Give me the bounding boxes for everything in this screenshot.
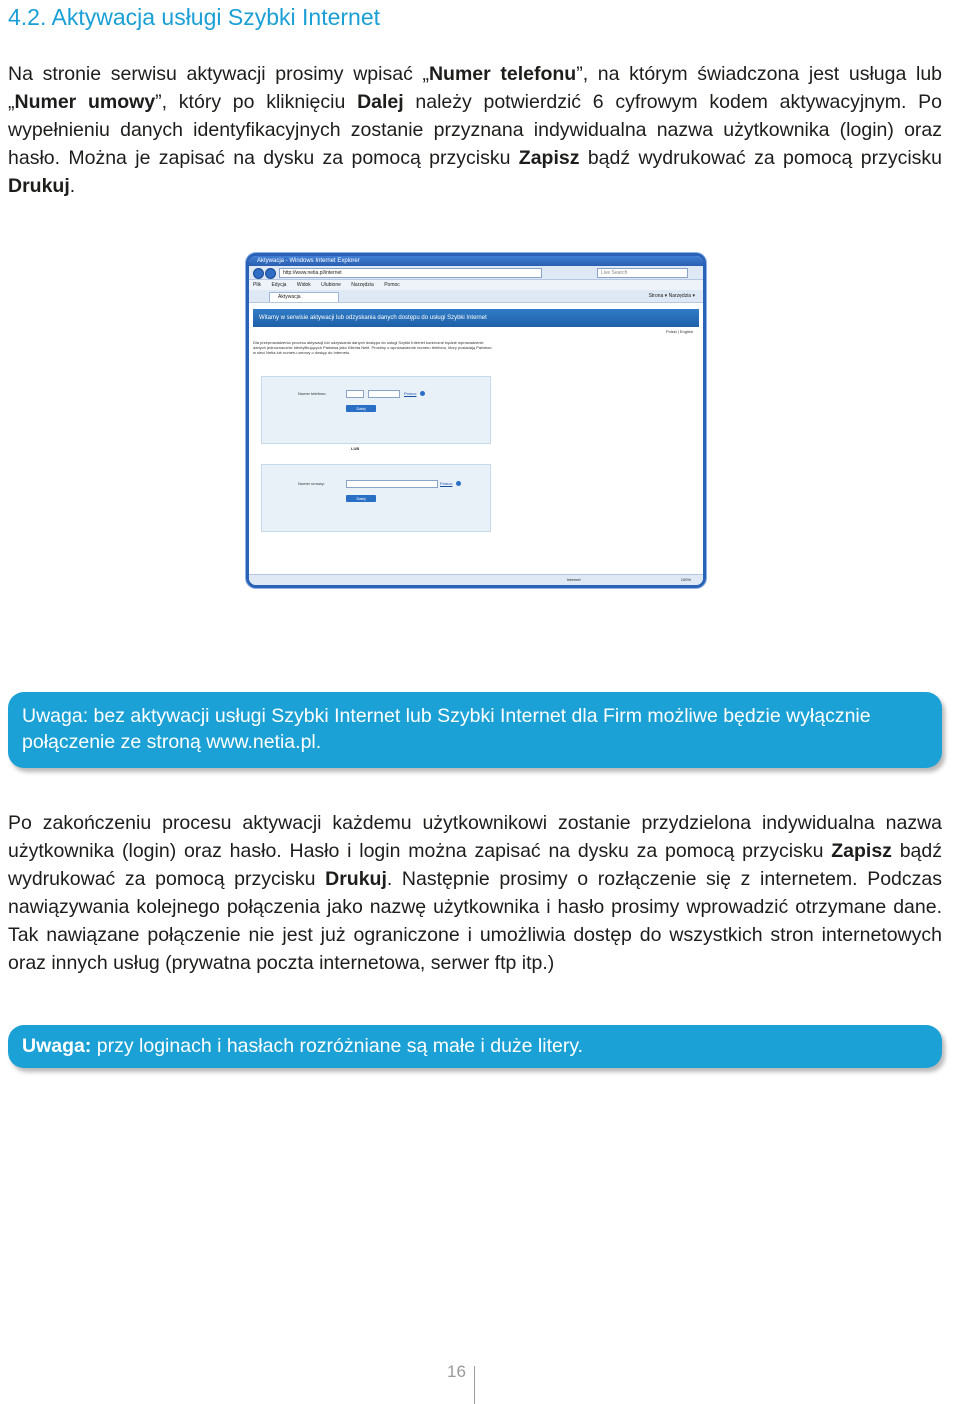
bold-save: Zapisz [518,147,580,169]
toolbar-right[interactable]: Strona ▾ Narzędzia ▾ [648,293,695,299]
page-number: 16 [447,1362,466,1381]
site-intro-text: Dla przeprowadzenia procesu aktywacji lub odzyskania danych dostępu do usługi Szybki Internet konieczne będzie wprowadzenie danych jednoznacznie identyfikujących Państwa jako Klienta Netii. Prosimy o wprowadzenie numeru telefonu, który posiadają Państwo w sieci Netia lub numeru umowy o dostęp do Internetu. [253,340,492,355]
text-run: bądź wydrukować za pomocą przycisku [8,840,942,890]
menu-item[interactable]: Plik [253,282,262,288]
next-button[interactable]: Dalej [346,495,376,502]
text-run: ”, który po kliknięciu [155,91,358,113]
tab-aktywacja[interactable]: Aktywacja [269,292,339,302]
bold-contract-number: Numer umowy [14,91,156,113]
phone-form [261,376,491,444]
status-bar [249,574,703,585]
status-zoom[interactable]: 100% [680,577,691,582]
text-run: . Następnie prosimy o rozłączenie się z internetem. Podczas nawiązywania kolejnego połączenia jako nazwę użytkownika i hasło prosimy wprowadzić otrzymane dane. Tak nawiązane połączenie nie jest już ograniczone i umożliwia dostęp do wszystkich stron internetowych oraz innych usług (prywatna poczta internetowa, serwer ftp itp.) [8,868,942,974]
text-run: . [69,175,76,197]
phone-input[interactable] [368,390,400,398]
section-heading: 4.2. Aktywacja usługi Szybki Internet [8,4,381,30]
help-icon[interactable] [456,481,461,486]
page-number-divider [474,1366,475,1404]
bold-next: Dalej [357,91,404,113]
text-run: ”, na którym świadczona jest usługa lub „ [8,63,943,113]
bold-save: Zapisz [831,840,892,862]
menu-bar [249,280,703,290]
menu-item[interactable]: Ulubione [321,282,341,288]
bold-print: Drukuj [8,175,70,197]
area-code-select[interactable] [346,390,364,398]
text-run: bądź wydrukować za pomocą przycisku [579,147,942,169]
note-label: Uwaga: [22,1035,92,1057]
text-run: należy potwierdzić 6 cyfrowym kodem aktywacyjnym. Po wypełnieniu danych identyfikacyjnych zostanie przyznana indywidualna nazwa użytkownika (login) oraz hasło. Można je zapisać na dysku za pomocą przycisku [8,91,942,169]
menu-item[interactable]: Widok [296,282,311,288]
address-bar [249,266,703,280]
menu-item[interactable]: Narzędzia [351,282,374,288]
help-link[interactable]: Pomoc [404,391,417,396]
menu-item[interactable]: Edycja [271,282,287,288]
window-title: Aktywacja - Windows Internet Explorer [249,256,703,266]
next-button[interactable]: Dalej [346,405,376,412]
help-link[interactable]: Pomoc [440,481,453,486]
note-text: przy loginach i hasłach rozróżniane są małe i duże litery. [91,1035,584,1057]
bold-print: Drukuj [325,868,387,890]
browser-screenshot [246,253,706,588]
search-field[interactable]: Live Search [597,268,688,278]
contract-form [261,464,491,532]
contract-label: Numer umowy: [298,481,325,486]
note-box-activation: Uwaga: bez aktywacji usługi Szybki Internet lub Szybki Internet dla Firm możliwe będzie wyłącznie połączenie ze stroną www.netia.pl. [8,692,942,768]
language-links[interactable]: Polski | English [665,329,693,334]
forward-icon[interactable] [265,268,276,279]
phone-label: Numer telefonu: [298,391,327,396]
intro-paragraph [8,60,942,200]
bold-phone-number: Numer telefonu [428,63,577,85]
help-icon[interactable] [420,391,425,396]
contract-input[interactable] [346,480,438,488]
note-box-case-sensitive [8,1025,942,1068]
closing-paragraph [8,809,942,977]
back-icon[interactable] [253,268,264,279]
or-label: LUB [351,446,360,451]
text-run: Po zakończeniu procesu aktywacji każdemu użytkownikowi zostanie przydzielona indywidualna nazwa użytkownika (login) oraz hasło. Hasło i login można zapisać na dysku za pomocą przycisku [8,812,942,862]
url-field[interactable]: http://www.netia.pl/internet [279,268,542,278]
site-banner: Witamy w serwisie aktywacji lub odzyskania danych dostępu do usługi Szybki Internet [253,309,699,327]
menu-item[interactable]: Pomoc [384,282,400,288]
text-run: Na stronie serwisu aktywacji prosimy wpisać „ [8,63,429,85]
tab-bar [249,290,703,303]
status-zone: Internet [567,577,581,582]
